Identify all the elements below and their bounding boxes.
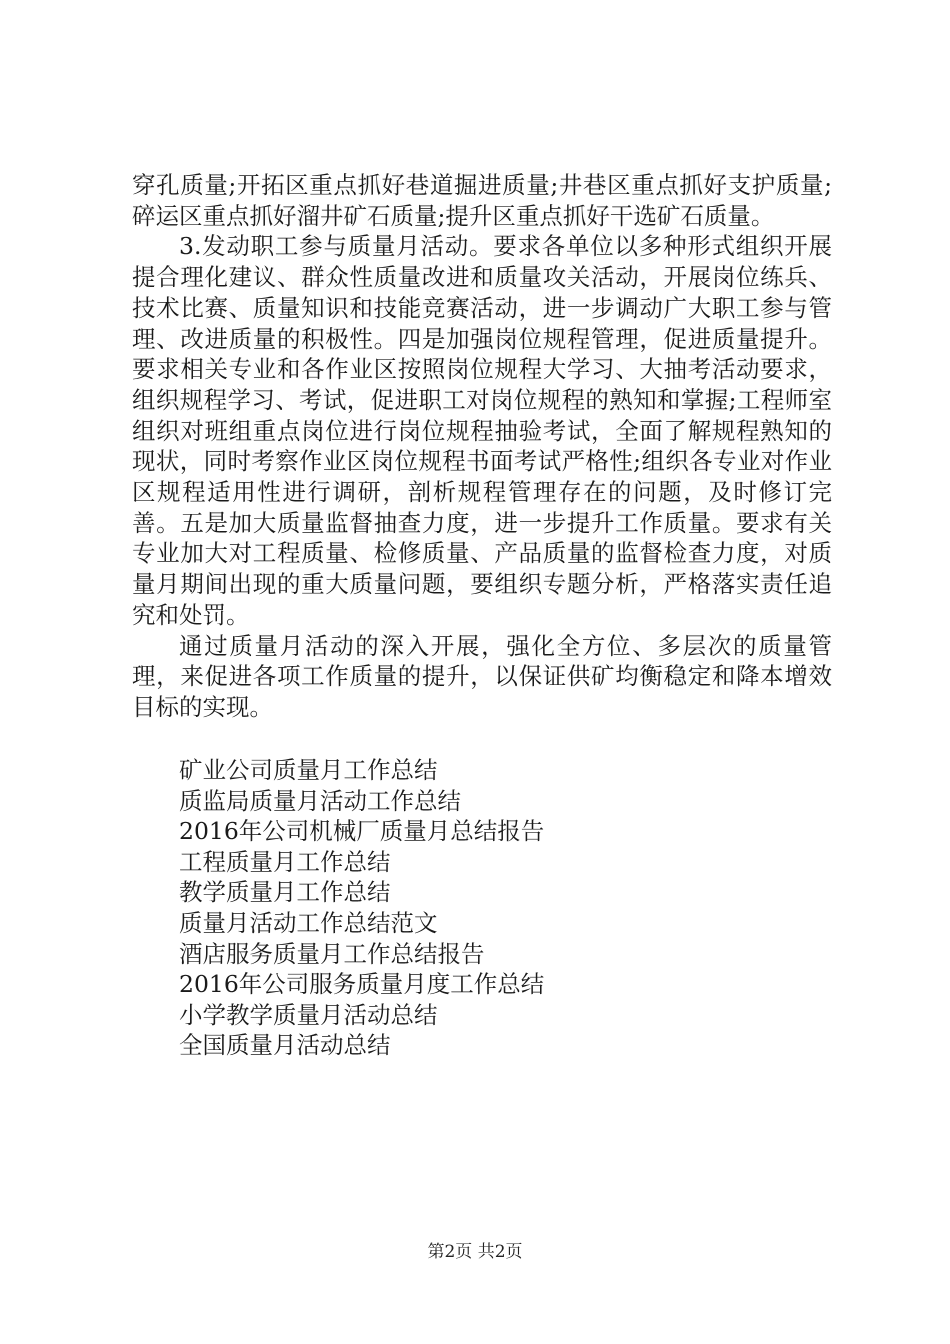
related-article-link[interactable]: 质监局质量月活动工作总结 — [179, 786, 461, 815]
related-article-link[interactable]: 2016年公司机械厂质量月总结报告 — [179, 817, 545, 846]
related-article-link[interactable]: 小学教学质量月活动总结 — [179, 1000, 438, 1029]
related-article-link[interactable]: 酒店服务质量月工作总结报告 — [179, 939, 485, 968]
related-article-link[interactable]: 工程质量月工作总结 — [179, 847, 391, 876]
paragraph-conclusion: 通过质量月活动的深入开展，强化全方位、多层次的质量管理，来促进各项工作质量的提升，以保证供矿均衡稳定和降本增效目标的实现。 — [132, 631, 832, 721]
document-body — [132, 170, 832, 723]
paragraph-continuation: 穿孔质量;开拓区重点抓好巷道掘进质量;井巷区重点抓好支护质量;碎运区重点抓好溜井矿石质量;提升区重点抓好干选矿石质量。 — [132, 171, 832, 230]
related-article-link[interactable]: 2016年公司服务质量月度工作总结 — [179, 970, 545, 999]
related-article-link[interactable]: 教学质量月工作总结 — [179, 878, 391, 907]
related-article-link[interactable]: 全国质量月活动总结 — [179, 1031, 391, 1060]
related-article-link[interactable]: 质量月活动工作总结范文 — [179, 908, 438, 937]
related-article-link[interactable]: 矿业公司质量月工作总结 — [179, 756, 438, 784]
related-articles-list — [179, 755, 819, 1061]
page-number-footer: 第2页 共2页 — [427, 1242, 523, 1262]
paragraph-item-3: 3.发动职工参与质量月活动。要求各单位以多种形式组织开展提合理化建议、群众性质量改进和质量攻关活动，开展岗位练兵、技术比赛、质量知识和技能竞赛活动，进一步调动广大职工参与管理、改进质量的积极性。四是加强岗位规程管理，促进质量提升。要求相关专业和各作业区按照岗位规程大学习、大抽考活动要求，组织规程学习、考试，促进职工对岗位规程的熟知和掌握;工程师室组织对班组重点岗位进行岗位规程抽验考试，全面了解规程熟知的现状，同时考察作业区岗位规程书面考试严格性;组织各专业对作业区规程适用性进行调研，剖析规程管理存在的问题，及时修订完善。五是加大质量监督抽查力度，进一步提升工作质量。要求有关专业加大对工程质量、检修质量、产品质量的监督检查力度，对质量月期间出现的重大质量问题，要组织专题分析，严格落实责任追究和处罚。 — [132, 232, 832, 629]
